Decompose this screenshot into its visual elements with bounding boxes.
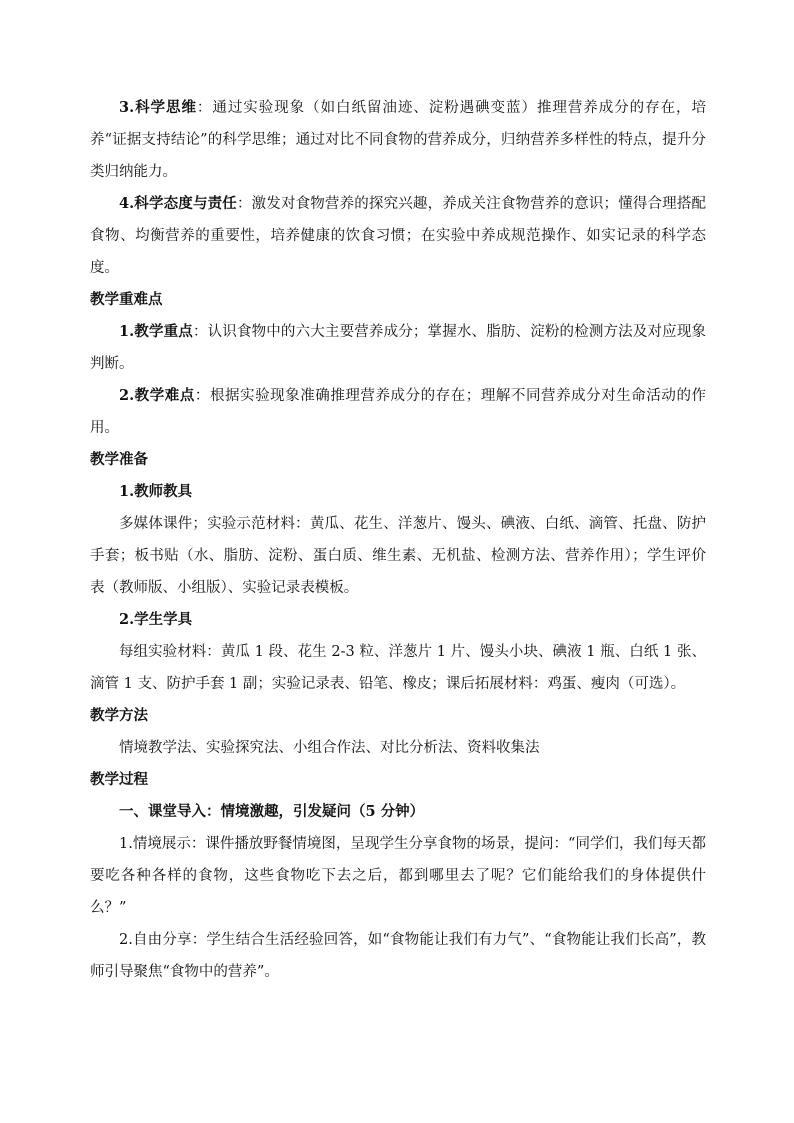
methods-heading: 教学方法 — [90, 707, 148, 724]
keypoints-item-2 — [90, 380, 706, 444]
teacher-tools-heading: 1.教师教具 — [119, 483, 193, 500]
literacy-item-4 — [90, 188, 706, 284]
process-heading: 教学过程 — [90, 771, 148, 788]
keypoints-item-1-label: 1.教学重点 — [119, 323, 193, 340]
process-section-1-heading: 一、课堂导入：情境激趣，引发疑问（5 分钟） — [119, 803, 425, 820]
process-step-2: 2.自由分享：学生结合生活经验回答，如“食物能让我们有力气”、“食物能让我们长高”，教师引导聚焦“食物中的营养”。 — [90, 932, 706, 980]
methods-text: 情境教学法、实验探究法、小组合作法、对比分析法、资料收集法 — [119, 740, 540, 756]
keypoints-heading: 教学重难点 — [90, 291, 163, 308]
literacy-item-4-label: 4.科学态度与责任 — [119, 195, 237, 212]
student-tools-text: 每组实验材料：黄瓜 1 段、花生 2-3 粒、洋葱片 1 片、馒头小块、碘液 1 瓶、白纸 1 张、滴管 1 支、防护手套 1 副；实验记录表、铅笔、橡皮；课后拓展材料：鸡蛋、瘦肉（可选）。 — [90, 644, 706, 692]
keypoints-item-1 — [90, 316, 706, 380]
keypoints-item-2-text: ：根据实验现象准确推理营养成分的存在；理解不同营养成分对生命活动的作用。 — [90, 388, 707, 436]
literacy-item-3-text: ：通过实验现象（如白纸留油迹、淀粉遇碘变蓝）推理营养成分的存在，培养“证据支持结论”的科学思维；通过对比不同食物的营养成分，归纳营养多样性的特点，提升分类归纳能力。 — [90, 100, 706, 180]
process-step-1: 1.情境展示：课件播放野餐情境图，呈现学生分享食物的场景，提问：“同学们，我们每天都要吃各种各样的食物，这些食物吃下去之后，都到哪里去了呢？它们能给我们的身体提供什么？” — [90, 836, 706, 916]
preparation-heading: 教学准备 — [90, 451, 148, 468]
teacher-tools-text: 多媒体课件；实验示范材料：黄瓜、花生、洋葱片、馒头、碘液、白纸、滴管、托盘、防护手套；板书贴（水、脂肪、淀粉、蛋白质、维生素、无机盐、检测方法、营养作用）；学生评价表（教师版、小组版）、实验记录表模板。 — [90, 516, 706, 596]
keypoints-item-1-text: ：认识食物中的六大主要营养成分；掌握水、脂肪、淀粉的检测方法及对应现象判断。 — [90, 324, 706, 372]
student-tools-heading: 2.学生学具 — [119, 611, 193, 628]
literacy-item-4-text: ：激发对食物营养的探究兴趣，养成关注食物营养的意识；懂得合理搭配食物、均衡营养的重要性，培养健康的饮食习惯；在实验中养成规范操作、如实记录的科学态度。 — [90, 196, 707, 276]
literacy-item-3 — [90, 92, 706, 188]
literacy-item-3-label: 3.科学思维 — [119, 99, 197, 116]
keypoints-item-2-label: 2.教学难点 — [119, 387, 195, 404]
